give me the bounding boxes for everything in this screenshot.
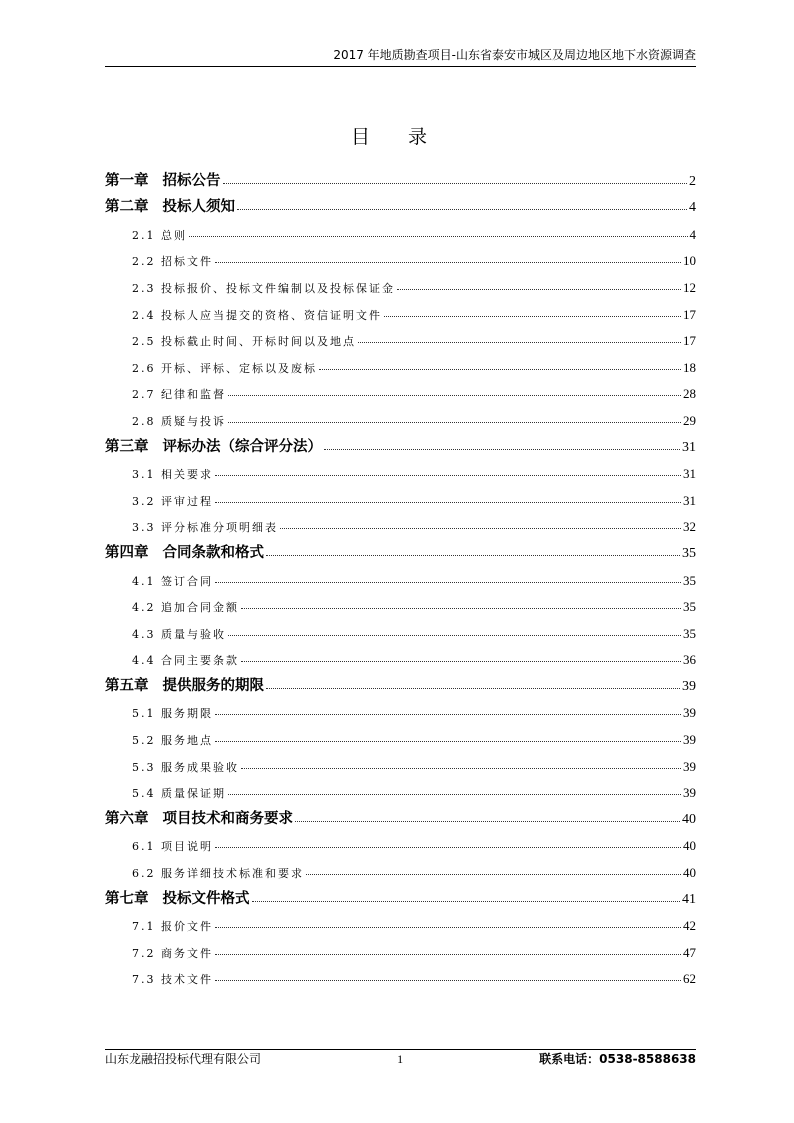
- page-title: 目 录: [350, 126, 444, 148]
- toc-entry-label: [105, 887, 250, 908]
- toc-chapter-number: 第五章: [105, 677, 149, 694]
- toc-entry-label: 5.3 服务成果验收: [132, 760, 239, 774]
- toc-dot-leader: [215, 475, 681, 476]
- toc-page-number: 32: [683, 519, 696, 535]
- toc-dot-leader: [295, 821, 680, 822]
- toc-entry-label: [105, 195, 235, 216]
- toc-entry-label: 5.2 服务地点: [132, 734, 213, 748]
- toc-page-number: 31: [682, 439, 696, 455]
- toc-dot-leader: [241, 661, 681, 662]
- toc-dot-leader: [215, 980, 681, 981]
- toc-page-number: 29: [683, 412, 696, 428]
- toc-dot-leader: [237, 209, 687, 210]
- toc-page-number: 18: [683, 359, 696, 375]
- toc-page-number: 31: [683, 492, 696, 508]
- toc-section-entry[interactable]: [105, 775, 696, 802]
- footer-company: 山东龙融招投标代理有限公司: [105, 1052, 262, 1066]
- toc-section-entry[interactable]: [105, 402, 696, 429]
- toc-entry-label: 3.3 评分标准分项明细表: [132, 521, 278, 535]
- toc-chapter-entry[interactable]: [105, 668, 696, 695]
- toc-page-number: 4: [689, 226, 696, 242]
- toc-dot-leader: [215, 954, 681, 955]
- toc-dot-leader: [228, 794, 681, 795]
- toc-chapter-entry[interactable]: [105, 535, 696, 562]
- toc-dot-leader: [384, 316, 681, 317]
- toc-page-number: 40: [683, 865, 696, 881]
- toc-entry-label: 4.1 签订合同: [132, 574, 213, 588]
- table-of-contents: [105, 163, 696, 987]
- toc-section-entry[interactable]: [105, 589, 696, 616]
- toc-entry-label: 6.1 项目说明: [132, 840, 213, 854]
- toc-dot-leader: [215, 502, 681, 503]
- toc-dot-leader: [241, 768, 681, 769]
- toc-dot-leader: [228, 635, 681, 636]
- toc-entry-label: 4.3 质量与验收: [132, 627, 226, 641]
- toc-page-number: 40: [683, 838, 696, 854]
- toc-dot-leader: [215, 714, 681, 715]
- toc-entry-label: 4.4 合同主要条款: [132, 654, 239, 668]
- toc-chapter-entry[interactable]: [105, 801, 696, 828]
- toc-page-number: 39: [683, 785, 696, 801]
- toc-page-number: 10: [683, 253, 696, 269]
- toc-section-entry[interactable]: [105, 934, 696, 961]
- toc-chapter-entry[interactable]: [105, 190, 696, 217]
- toc-page-number: 39: [683, 758, 696, 774]
- toc-section-entry[interactable]: [105, 323, 696, 350]
- toc-entry-label: [105, 541, 264, 562]
- toc-page-number: 17: [683, 333, 696, 349]
- toc-section-entry[interactable]: [105, 216, 696, 243]
- toc-entry-label: 2.1 总则: [132, 228, 187, 242]
- toc-dot-leader: [280, 528, 681, 529]
- toc-chapter-title: 招标公告: [162, 172, 221, 189]
- toc-entry-label: 5.1 服务期限: [132, 707, 213, 721]
- toc-entry-label: 2.6 开标、评标、定标以及废标: [132, 361, 317, 375]
- footer-page-number: 1: [397, 1052, 404, 1066]
- toc-entry-label: 3.2 评审过程: [132, 494, 213, 508]
- toc-section-entry[interactable]: [105, 828, 696, 855]
- toc-chapter-title: 评标办法（综合评分法）: [162, 438, 322, 455]
- toc-dot-leader: [397, 289, 681, 290]
- toc-dot-leader: [228, 422, 681, 423]
- toc-entry-label: [105, 674, 264, 695]
- toc-dot-leader: [215, 262, 681, 263]
- toc-section-entry[interactable]: [105, 908, 696, 935]
- toc-page-number: 39: [682, 678, 696, 694]
- toc-page-number: 35: [683, 599, 696, 615]
- toc-chapter-number: 第四章: [105, 544, 149, 561]
- toc-chapter-number: 第一章: [105, 172, 149, 189]
- page-footer: [105, 1049, 696, 1068]
- toc-page-number: 35: [683, 572, 696, 588]
- toc-page-number: 39: [683, 705, 696, 721]
- toc-section-entry[interactable]: [105, 748, 696, 775]
- toc-chapter-number: 第二章: [105, 199, 149, 216]
- page-header: [105, 44, 696, 67]
- toc-page-number: 42: [683, 918, 696, 934]
- toc-dot-leader: [266, 688, 680, 689]
- toc-section-entry[interactable]: [105, 269, 696, 296]
- toc-section-entry[interactable]: [105, 349, 696, 376]
- toc-dot-leader: [228, 395, 681, 396]
- toc-section-entry[interactable]: [105, 615, 696, 642]
- toc-section-entry[interactable]: [105, 376, 696, 403]
- toc-section-entry[interactable]: [105, 482, 696, 509]
- toc-entry-label: 2.8 质疑与投诉: [132, 414, 226, 428]
- toc-page-number: 39: [683, 732, 696, 748]
- toc-entry-label: 7.2 商务文件: [132, 946, 213, 960]
- toc-entry-label: 7.1 报价文件: [132, 920, 213, 934]
- toc-section-entry[interactable]: [105, 642, 696, 669]
- toc-dot-leader: [306, 874, 681, 875]
- toc-page-number: 35: [683, 625, 696, 641]
- toc-page-number: 36: [683, 652, 696, 668]
- toc-chapter-number: 第七章: [105, 890, 149, 907]
- toc-section-entry[interactable]: [105, 695, 696, 722]
- toc-dot-leader: [266, 555, 680, 556]
- toc-entry-label: 2.3 投标报价、投标文件编制以及投标保证金: [132, 281, 395, 295]
- toc-chapter-number: 第六章: [105, 810, 149, 827]
- toc-page-number: 40: [682, 811, 696, 827]
- toc-section-entry[interactable]: [105, 509, 696, 536]
- toc-entry-label: 3.1 相关要求: [132, 468, 213, 482]
- header-text: 2017 年地质勘查项目-山东省泰安市城区及周边地区地下水资源调查: [333, 48, 696, 62]
- toc-dot-leader: [215, 847, 681, 848]
- toc-entry-label: 2.4 投标人应当提交的资格、资信证明文件: [132, 308, 382, 322]
- toc-page-number: 31: [683, 466, 696, 482]
- toc-chapter-entry[interactable]: [105, 429, 696, 456]
- toc-entry-label: 7.3 技术文件: [132, 973, 213, 987]
- toc-section-entry[interactable]: [105, 721, 696, 748]
- toc-dot-leader: [324, 449, 680, 450]
- toc-page-number: 4: [689, 200, 696, 216]
- toc-page-number: 17: [683, 306, 696, 322]
- toc-chapter-title: 项目技术和商务要求: [162, 810, 293, 827]
- toc-page-number: 28: [683, 386, 696, 402]
- toc-entry-label: 6.2 服务详细技术标准和要求: [132, 867, 304, 881]
- toc-section-entry[interactable]: [105, 456, 696, 483]
- toc-entry-label: [105, 807, 293, 828]
- toc-dot-leader: [215, 927, 681, 928]
- toc-entry-label: [105, 169, 221, 190]
- toc-section-entry[interactable]: [105, 961, 696, 988]
- toc-section-entry[interactable]: [105, 296, 696, 323]
- toc-entry-label: 4.2 追加合同金额: [132, 601, 239, 615]
- toc-page-number: 2: [689, 173, 696, 189]
- toc-dot-leader: [358, 342, 681, 343]
- toc-chapter-title: 合同条款和格式: [162, 544, 264, 561]
- toc-page-number: 47: [683, 944, 696, 960]
- toc-dot-leader: [241, 608, 681, 609]
- toc-entry-label: 2.7 纪律和监督: [132, 388, 226, 402]
- toc-section-entry[interactable]: [105, 562, 696, 589]
- toc-page-number: 12: [683, 279, 696, 295]
- toc-chapter-number: 第三章: [105, 438, 149, 455]
- toc-chapter-entry[interactable]: [105, 881, 696, 908]
- toc-page-number: 41: [682, 891, 696, 907]
- toc-chapter-title: 投标文件格式: [162, 890, 250, 907]
- toc-dot-leader: [189, 236, 688, 237]
- toc-chapter-entry[interactable]: [105, 163, 696, 190]
- toc-dot-leader: [215, 741, 681, 742]
- toc-entry-label: 2.2 招标文件: [132, 255, 213, 269]
- toc-entry-label: [105, 435, 322, 456]
- toc-dot-leader: [319, 369, 681, 370]
- toc-section-entry[interactable]: [105, 243, 696, 270]
- toc-entry-label: 5.4 质量保证期: [132, 787, 226, 801]
- toc-entry-label: 2.5 投标截止时间、开标时间以及地点: [132, 335, 356, 349]
- toc-dot-leader: [215, 582, 681, 583]
- toc-page-number: 35: [682, 545, 696, 561]
- toc-section-entry[interactable]: [105, 854, 696, 881]
- toc-chapter-title: 提供服务的期限: [162, 677, 264, 694]
- toc-dot-leader: [223, 183, 688, 184]
- footer-contact: 联系电话：0538-8588638: [539, 1052, 696, 1066]
- toc-dot-leader: [252, 901, 681, 902]
- toc-chapter-title: 投标人须知: [162, 199, 235, 216]
- toc-page-number: 62: [683, 971, 696, 987]
